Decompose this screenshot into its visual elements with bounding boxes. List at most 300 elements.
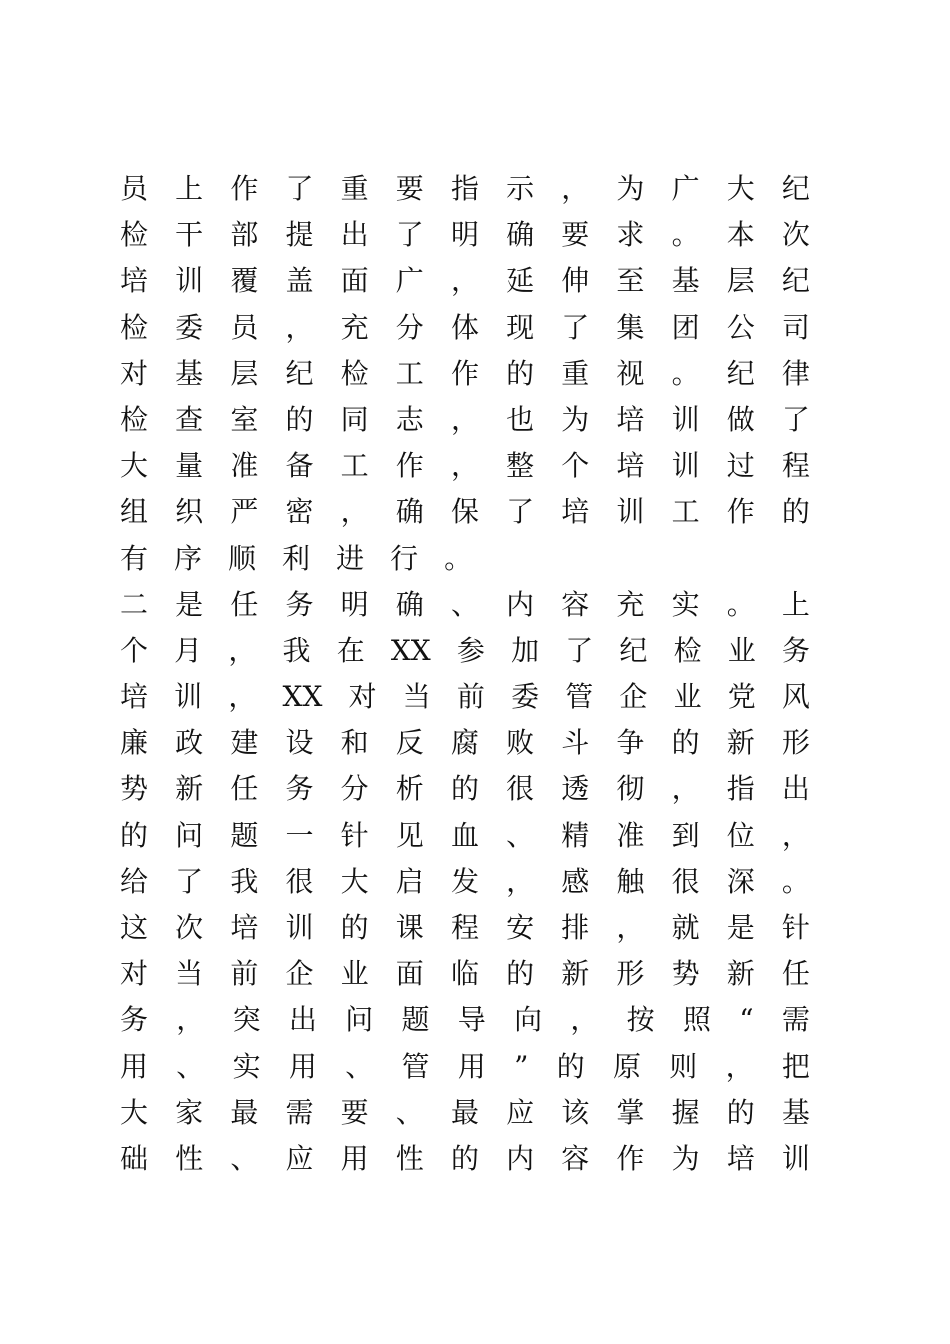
text-char: 础 (120, 1141, 149, 1175)
text-char: 查 (175, 402, 204, 436)
text-char: 见 (395, 818, 424, 852)
text-char: 培 (561, 495, 590, 529)
text-char: ， (725, 1049, 754, 1083)
text-char: 层 (726, 264, 755, 298)
text-char: 月 (174, 633, 203, 667)
text-char: 向 (514, 1003, 543, 1037)
text-char: 组 (120, 495, 149, 529)
text-char: 出 (288, 1003, 317, 1037)
text-char: 培 (616, 449, 645, 483)
text-line (120, 813, 810, 859)
text-char: 保 (450, 495, 479, 529)
text-char: 委 (175, 310, 204, 344)
text-char: 则 (669, 1049, 698, 1083)
text-char: 训 (616, 495, 645, 529)
text-char: 针 (340, 818, 369, 852)
text-char: 一 (285, 818, 314, 852)
text-char: 、 (345, 1049, 374, 1083)
text-char: 上 (781, 587, 810, 621)
text-char: 为 (561, 402, 590, 436)
text-char: 工 (340, 449, 369, 483)
text-char: 的 (340, 911, 369, 944)
text-char: 问 (175, 818, 204, 852)
text-char: 容 (561, 587, 590, 621)
text-char: 参 (456, 633, 485, 667)
text-char: 实 (232, 1049, 261, 1083)
text-char: 业 (340, 957, 369, 991)
text-char: 企 (285, 957, 314, 991)
text-line (120, 489, 810, 535)
text-char: 对 (120, 356, 149, 390)
text-char: 廉 (120, 726, 149, 760)
text-char: 了 (285, 172, 314, 205)
text-char: 企 (619, 680, 648, 714)
text-char: 析 (395, 772, 424, 806)
text-char: 我 (282, 633, 311, 667)
text-line (120, 166, 810, 212)
text-char: 务 (781, 633, 810, 667)
text-char: 了 (395, 218, 424, 252)
text-char: 的 (450, 772, 479, 806)
text-char: 广 (671, 172, 700, 205)
text-char: 的 (285, 402, 314, 436)
text-char: 作 (395, 449, 424, 483)
text-char: 新 (561, 957, 590, 991)
text-char: 按 (626, 1003, 655, 1037)
text-char: 风 (781, 680, 810, 714)
text-char: 题 (230, 818, 259, 852)
text-char: XX (390, 633, 431, 667)
text-char: XX (282, 680, 323, 714)
text-char: 是 (175, 587, 204, 621)
text-char: 出 (781, 772, 810, 806)
text-char: 也 (506, 402, 535, 436)
text-char: 当 (175, 957, 204, 991)
text-char: 覆 (230, 264, 259, 298)
text-char: 这 (120, 911, 149, 944)
text-char: 、 (395, 1095, 424, 1129)
text-char: 握 (671, 1095, 700, 1129)
text-char: 基 (781, 1095, 810, 1129)
text-char: 行 (390, 541, 419, 575)
text-char: ， (450, 402, 479, 436)
text-char: 个 (120, 633, 149, 667)
text-char: ， (616, 911, 645, 944)
text-char: 任 (230, 772, 259, 806)
text-char: 做 (726, 402, 755, 436)
text-char: 、 (230, 1141, 259, 1175)
text-line (120, 997, 810, 1043)
text-char: 个 (561, 449, 590, 483)
text-char: 严 (230, 495, 259, 529)
text-char: 要 (561, 218, 590, 252)
text-char: 大 (120, 1095, 149, 1129)
text-char: 了 (506, 495, 535, 529)
text-char: 培 (616, 402, 645, 436)
text-char: 分 (340, 772, 369, 806)
text-char: 准 (616, 818, 645, 852)
text-char: 败 (506, 726, 535, 760)
text-char: 血 (450, 818, 479, 852)
text-char: 的 (781, 495, 810, 529)
text-char: 现 (506, 310, 535, 344)
text-char: 训 (671, 449, 700, 483)
text-line (120, 674, 810, 720)
text-line (120, 582, 810, 628)
text-char: 题 (401, 1003, 430, 1037)
text-char: 给 (120, 864, 149, 898)
text-char: 针 (781, 911, 810, 944)
text-char: 的 (671, 726, 700, 760)
text-char: 新 (726, 726, 755, 760)
text-char: 同 (340, 402, 369, 436)
text-char: ， (450, 264, 479, 298)
text-char: 确 (395, 495, 424, 529)
text-char: ， (285, 310, 314, 344)
text-char: 、 (506, 818, 535, 852)
text-char: 用 (340, 1141, 369, 1175)
text-char: 序 (174, 541, 203, 575)
text-char: 导 (457, 1003, 486, 1037)
text-char: 培 (120, 264, 149, 298)
text-char: 前 (230, 957, 259, 991)
text-char: 了 (175, 864, 204, 898)
text-line (120, 1090, 810, 1136)
text-char: 最 (450, 1095, 479, 1129)
text-char: 用 (288, 1049, 317, 1083)
text-char: 为 (616, 172, 645, 205)
text-char: ， (228, 633, 257, 667)
text-char: 广 (395, 264, 424, 298)
text-char: 。 (781, 864, 810, 898)
text-char: 二 (120, 587, 149, 621)
text-char: 过 (726, 449, 755, 483)
text-char: 了 (781, 402, 810, 436)
text-char: 发 (450, 864, 479, 898)
text-char: 明 (450, 218, 479, 252)
text-char: 党 (727, 680, 756, 714)
text-char: 示 (506, 172, 535, 205)
text-char: 的 (450, 1141, 479, 1175)
text-char: 业 (727, 633, 756, 667)
text-char: 精 (561, 818, 590, 852)
text-line (120, 443, 810, 489)
text-char: 应 (506, 1095, 535, 1129)
text-char: 分 (395, 310, 424, 344)
text-char: 很 (671, 864, 700, 898)
text-char: 很 (285, 864, 314, 898)
text-line (120, 1044, 810, 1090)
text-char: 纪 (726, 356, 755, 390)
text-char: 志 (395, 402, 424, 436)
text-line (120, 951, 810, 997)
text-char: 面 (395, 957, 424, 991)
text-char: 面 (340, 264, 369, 298)
text-char: 委 (511, 680, 540, 714)
text-char: 到 (671, 818, 700, 852)
text-char: 的 (556, 1049, 585, 1083)
text-char: 纪 (781, 172, 810, 205)
text-char: 公 (726, 310, 755, 344)
text-char: 要 (340, 1095, 369, 1129)
text-char: 彻 (616, 772, 645, 806)
text-char: 了 (565, 633, 594, 667)
text-char: ， (671, 772, 700, 806)
text-char: 把 (781, 1049, 810, 1083)
text-line (120, 305, 810, 351)
text-char: 工 (671, 495, 700, 529)
text-char: 纪 (619, 633, 648, 667)
text-char: 集 (616, 310, 645, 344)
text-char: 培 (230, 911, 259, 944)
text-char: 检 (120, 310, 149, 344)
text-char: 出 (340, 218, 369, 252)
text-char: 。 (671, 356, 700, 390)
text-char: 视 (616, 356, 645, 390)
text-char: 检 (673, 633, 702, 667)
text-char: 明 (340, 587, 369, 621)
text-char: 临 (450, 957, 479, 991)
text-char: 部 (230, 218, 259, 252)
text-char: 启 (395, 864, 424, 898)
text-char: 训 (781, 1141, 810, 1175)
text-char: 容 (561, 1141, 590, 1175)
text-char: 前 (456, 680, 485, 714)
text-char: 。 (726, 587, 755, 621)
text-char: 任 (781, 957, 810, 991)
text-line (120, 766, 810, 812)
text-char: 对 (348, 680, 377, 714)
text-line (120, 905, 810, 951)
text-char: 大 (726, 172, 755, 205)
text-char: 管 (565, 680, 594, 714)
text-char: 了 (561, 310, 590, 344)
text-char: 作 (616, 1141, 645, 1175)
text-char: 管 (401, 1049, 430, 1083)
text-char: 作 (726, 495, 755, 529)
text-char: 至 (616, 264, 645, 298)
text-char: 掌 (616, 1095, 645, 1129)
text-char: 应 (285, 1141, 314, 1175)
text-char: ” (514, 1049, 529, 1083)
text-char: “ (739, 1003, 754, 1037)
text-char: 大 (120, 449, 149, 483)
text-char: 建 (230, 726, 259, 760)
text-char: 确 (506, 218, 535, 252)
text-line (120, 351, 810, 397)
text-char: 大 (340, 864, 369, 898)
text-char: ， (228, 680, 257, 714)
text-char: 、 (450, 587, 479, 621)
text-char: 突 (232, 1003, 261, 1037)
text-char: 团 (671, 310, 700, 344)
text-char: 程 (450, 911, 479, 944)
text-char: 指 (726, 772, 755, 806)
text-char: 性 (175, 1141, 204, 1175)
text-char: 工 (395, 356, 424, 390)
text-char: 和 (340, 726, 369, 760)
text-char: 腐 (450, 726, 479, 760)
text-char: 培 (726, 1141, 755, 1175)
text-char: 延 (506, 264, 535, 298)
text-char: 该 (561, 1095, 590, 1129)
text-char: 原 (612, 1049, 641, 1083)
text-char: 为 (671, 1141, 700, 1175)
text-char: 需 (285, 1095, 314, 1129)
text-char: 、 (176, 1049, 205, 1083)
text-char: 指 (450, 172, 479, 205)
text-char: 干 (175, 218, 204, 252)
text-char: 家 (175, 1095, 204, 1129)
text-char: 充 (616, 587, 645, 621)
text-char: 作 (230, 172, 259, 205)
text-char: 密 (285, 495, 314, 529)
text-char: 检 (120, 218, 149, 252)
text-char: 当 (402, 680, 431, 714)
text-char: 业 (673, 680, 702, 714)
text-char: 纪 (285, 356, 314, 390)
text-char: 问 (345, 1003, 374, 1037)
text-char: 在 (336, 633, 365, 667)
text-char: ， (561, 172, 590, 205)
text-char: 准 (230, 449, 259, 483)
text-char: 的 (120, 818, 149, 852)
text-char: 纪 (781, 264, 810, 298)
text-char: 实 (671, 587, 700, 621)
text-char: ， (176, 1003, 205, 1037)
text-char: 重 (561, 356, 590, 390)
text-char: 体 (450, 310, 479, 344)
text-char: 训 (175, 264, 204, 298)
text-char: 设 (285, 726, 314, 760)
text-char: 律 (781, 356, 810, 390)
text-char: 次 (175, 911, 204, 944)
text-char: 检 (120, 402, 149, 436)
text-char: ， (781, 818, 810, 852)
text-char: 提 (285, 218, 314, 252)
text-char: 很 (506, 772, 535, 806)
text-char: 训 (285, 911, 314, 944)
text-char: 触 (616, 864, 645, 898)
text-char: 照 (682, 1003, 711, 1037)
text-char: 性 (395, 1141, 424, 1175)
text-char: 排 (561, 911, 590, 944)
text-char: 安 (506, 911, 535, 944)
text-char: 求 (616, 218, 645, 252)
text-char: 政 (175, 726, 204, 760)
text-char: 确 (395, 587, 424, 621)
text-char: 斗 (561, 726, 590, 760)
text-char: ， (340, 495, 369, 529)
text-char: 训 (671, 402, 700, 436)
text-char: 感 (561, 864, 590, 898)
text-char: 务 (285, 587, 314, 621)
text-char: 培 (120, 680, 149, 714)
text-char: 利 (282, 541, 311, 575)
text-char: ， (450, 449, 479, 483)
text-char: 位 (726, 818, 755, 852)
text-char: 务 (120, 1003, 149, 1037)
text-char: 内 (506, 587, 535, 621)
text-char: 的 (506, 957, 535, 991)
text-char: 程 (781, 449, 810, 483)
text-line (120, 859, 810, 905)
text-char: 内 (506, 1141, 535, 1175)
body-text (120, 166, 810, 1182)
text-char: 顺 (228, 541, 257, 575)
text-char: ， (506, 864, 535, 898)
text-char: 形 (616, 957, 645, 991)
text-line (120, 628, 810, 674)
text-char: 反 (395, 726, 424, 760)
text-char: 用 (457, 1049, 486, 1083)
text-char: 最 (230, 1095, 259, 1129)
text-line (120, 1136, 810, 1182)
text-char: 深 (726, 864, 755, 898)
text-char: 新 (726, 957, 755, 991)
text-char: 整 (506, 449, 535, 483)
text-char: 的 (506, 356, 535, 390)
text-char: 基 (175, 356, 204, 390)
text-char: 要 (395, 172, 424, 205)
text-char: 。 (444, 541, 473, 575)
text-char: 作 (450, 356, 479, 390)
text-char: 进 (336, 541, 365, 575)
text-char: ， (570, 1003, 599, 1037)
text-char: 透 (561, 772, 590, 806)
text-line (120, 397, 810, 443)
text-char: 势 (671, 957, 700, 991)
text-char: 我 (230, 864, 259, 898)
text-char: 训 (174, 680, 203, 714)
text-char: 充 (340, 310, 369, 344)
text-char: 。 (671, 218, 700, 252)
text-char: 上 (175, 172, 204, 205)
text-line (120, 212, 810, 258)
text-char: 新 (175, 772, 204, 806)
text-char: 本 (726, 218, 755, 252)
text-char: 备 (285, 449, 314, 483)
text-char: 司 (781, 310, 810, 344)
text-char: 对 (120, 957, 149, 991)
text-char: 盖 (285, 264, 314, 298)
text-char: 有 (120, 541, 149, 575)
text-char: 织 (175, 495, 204, 529)
text-char: 需 (781, 1003, 810, 1037)
text-char: 员 (230, 310, 259, 344)
text-char: 任 (230, 587, 259, 621)
text-line (120, 536, 810, 582)
text-char: 用 (120, 1049, 149, 1083)
text-char: 伸 (561, 264, 590, 298)
text-char: 检 (340, 356, 369, 390)
text-line (120, 720, 810, 766)
text-char: 量 (175, 449, 204, 483)
text-char: 重 (340, 172, 369, 205)
text-char: 就 (671, 911, 700, 944)
text-char: 室 (230, 402, 259, 436)
text-char: 员 (120, 172, 149, 205)
text-char: 次 (781, 218, 810, 252)
text-char: 的 (726, 1095, 755, 1129)
text-char: 层 (230, 356, 259, 390)
text-char: 形 (781, 726, 810, 760)
text-line (120, 258, 810, 304)
text-char: 势 (120, 772, 149, 806)
text-char: 课 (395, 911, 424, 944)
text-char: 加 (511, 633, 540, 667)
text-char: 争 (616, 726, 645, 760)
